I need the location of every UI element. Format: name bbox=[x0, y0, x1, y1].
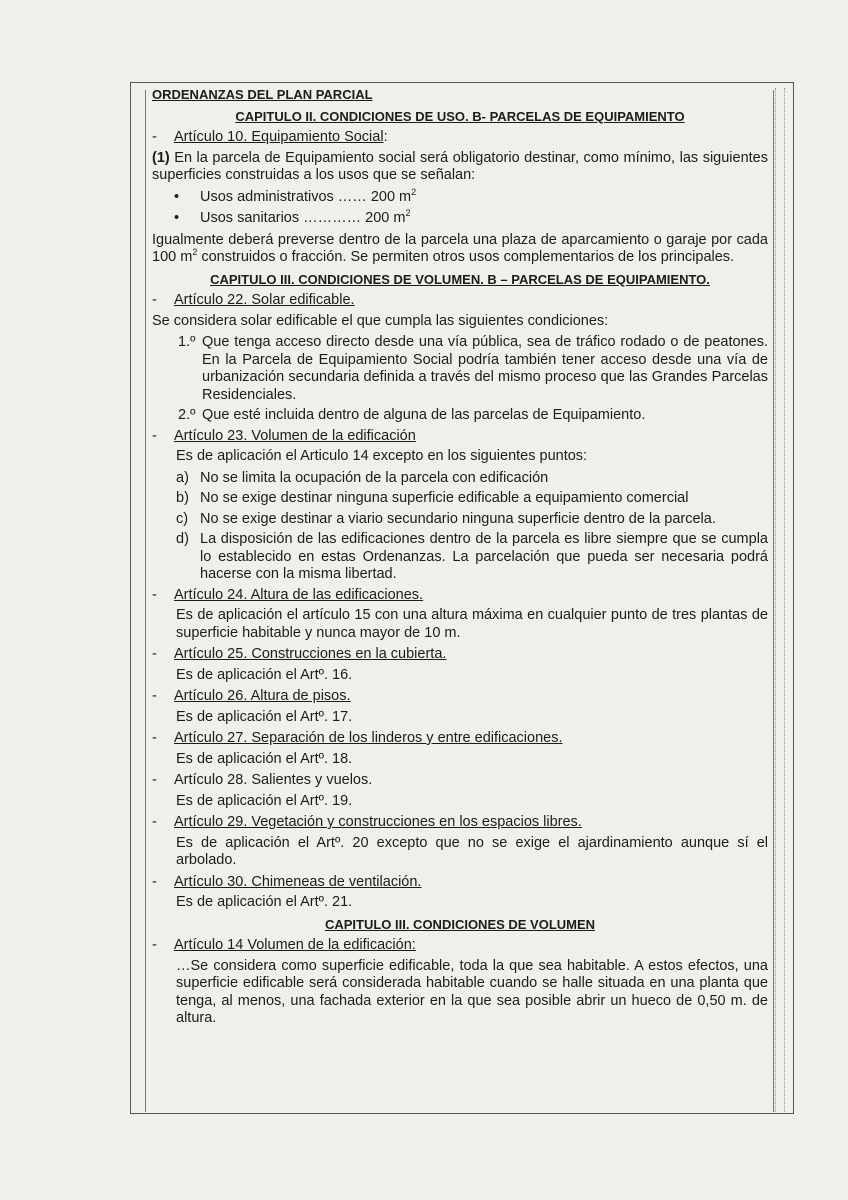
numbered-item bbox=[178, 407, 768, 425]
bullet-icon: • bbox=[174, 188, 180, 205]
article-27-text: Es de aplicación el Artº. 18. bbox=[176, 750, 353, 767]
dash: - bbox=[152, 586, 157, 603]
article-14-title: Artículo 14 Volumen de la edificación: bbox=[174, 937, 416, 953]
article-29-title: Artículo 29. Vegetación y construcciones en los espacios libres. bbox=[174, 814, 582, 830]
article-25-heading bbox=[152, 646, 768, 664]
item-text: No se limita la ocupación de la parcela con edificación bbox=[200, 469, 549, 486]
article-22-intro: Se considera solar edificable el que cumpla las siguientes condiciones: bbox=[152, 312, 609, 329]
paragraph-number: (1) bbox=[152, 149, 170, 166]
superscript: 2 bbox=[405, 208, 411, 219]
lettered-item bbox=[176, 511, 768, 529]
bullet-text: Usos sanitarios ………… 200 m bbox=[200, 210, 406, 226]
article-29-text: Es de aplicación el Artº. 20 excepto que no se exige el ajardinamiento aunque sí el arbolado. bbox=[176, 834, 768, 868]
bullet-item bbox=[174, 210, 768, 228]
dash: - bbox=[152, 937, 157, 953]
article-28-title: Artículo 28. Salientes y vuelos. bbox=[174, 772, 373, 788]
item-text: Que esté incluida dentro de alguna de las parcelas de Equipamiento. bbox=[202, 407, 646, 423]
numbered-item bbox=[178, 334, 768, 404]
item-letter: a) bbox=[176, 469, 189, 486]
bullet-text: Usos administrativos …… 200 m bbox=[200, 188, 412, 205]
lettered-item bbox=[176, 490, 768, 508]
article-30-text: Es de aplicación el Artº. 21. bbox=[176, 894, 353, 910]
article-27-heading bbox=[152, 730, 768, 748]
dash: - bbox=[152, 873, 157, 890]
article-25-title: Artículo 25. Construcciones en la cubierta. bbox=[174, 646, 447, 662]
article-14-heading bbox=[152, 937, 768, 955]
right-margin-rule bbox=[775, 88, 785, 1112]
article-22-heading bbox=[152, 292, 768, 310]
article-10-colon: : bbox=[383, 129, 388, 145]
bullet-item bbox=[174, 186, 768, 207]
parking-text-a: Igualmente deberá preverse dentro de la parcela una plaza de aparcamiento o garaje por cada 100 m bbox=[152, 231, 768, 265]
article-30-heading bbox=[152, 874, 768, 892]
dash: - bbox=[152, 814, 157, 830]
article-24-title: Artículo 24. Altura de las edificaciones. bbox=[174, 586, 424, 603]
chapter-uso-heading: CAPITULO II. CONDICIONES DE USO. B- PARCELAS DE EQUIPAMIENTO bbox=[235, 108, 685, 124]
article-22-title: Artículo 22. Solar edificable. bbox=[174, 292, 355, 308]
item-letter: b) bbox=[176, 490, 189, 506]
item-text: No se exige destinar a viario secundario ninguna superficie dentro de la parcela. bbox=[200, 510, 716, 527]
article-28-heading bbox=[152, 772, 768, 790]
article-10-paragraph bbox=[152, 150, 768, 185]
item-letter: c) bbox=[176, 510, 189, 527]
article-24-heading bbox=[152, 587, 768, 605]
article-30-title: Artículo 30. Chimeneas de ventilación. bbox=[174, 873, 422, 890]
item-text: No se exige destinar ninguna superficie edificable a equipamiento comercial bbox=[200, 490, 689, 506]
article-28-text: Es de aplicación el Artº. 19. bbox=[176, 792, 353, 809]
superscript: 2 bbox=[192, 247, 198, 258]
chapter-volumen-b-heading: CAPITULO III. CONDICIONES DE VOLUMEN. B – PARCELAS DE EQUIPAMIENTO. bbox=[210, 271, 710, 287]
parking-text-b: construidos o fracción. Se permiten otros usos complementarios de los principales. bbox=[197, 249, 735, 265]
item-text: La disposición de las edificaciones dentro de la parcela es libre siempre que se cumpla lo establecido en estas Ordenanzas. La parcelación que pueda ser necesaria podrá hacerse con la misma libertad. bbox=[200, 531, 768, 582]
dash: - bbox=[152, 646, 157, 662]
dash: - bbox=[152, 292, 157, 308]
article-10-text: En la parcela de Equipamiento social será obligatorio destinar, como mínimo, las siguientes superficies construidas a los usos que se señalan: bbox=[152, 149, 768, 183]
item-number: 2.º bbox=[178, 407, 196, 423]
article-25-text: Es de aplicación el Artº. 16. bbox=[176, 666, 353, 683]
article-10-parking-paragraph bbox=[152, 232, 768, 267]
dash: - bbox=[152, 129, 157, 145]
dash: - bbox=[152, 772, 157, 788]
article-26-heading bbox=[152, 688, 768, 706]
article-26-title: Artículo 26. Altura de pisos. bbox=[174, 688, 351, 704]
article-23-heading bbox=[152, 428, 768, 446]
dash: - bbox=[152, 688, 157, 704]
item-text: Que tenga acceso directo desde una vía pública, sea de tráfico rodado o de peatones. En la Parcela de Equipamiento Social podría también tener acceso desde una vía de urbanización secundaria definida a través del mismo proceso que las Grandes Parcelas Residenciales. bbox=[202, 334, 768, 403]
dash: - bbox=[152, 427, 157, 444]
document-title: ORDENANZAS DEL PLAN PARCIAL bbox=[152, 87, 373, 102]
article-14-text: …Se considera como superficie edificable, toda la que sea habitable. A estos efectos, una superficie edificable será considerada habitable cuando se halle situada en una planta que tenga, al menos, una fachada exterior en la que sea posible abrir un hueco de 0,50 m. de altura. bbox=[176, 957, 768, 1026]
chapter-volumen-heading: CAPITULO III. CONDICIONES DE VOLUMEN bbox=[324, 916, 596, 932]
article-27-title: Artículo 27. Separación de los linderos y entre edificaciones. bbox=[174, 730, 563, 746]
dash: - bbox=[152, 730, 157, 746]
item-number: 1.º bbox=[178, 334, 196, 350]
superscript: 2 bbox=[411, 186, 417, 197]
article-10-title: Artículo 10. Equipamiento Social bbox=[174, 129, 384, 145]
article-23-intro: Es de aplicación el Articulo 14 excepto en los siguientes puntos: bbox=[176, 448, 588, 464]
article-26-text: Es de aplicación el Artº. 17. bbox=[176, 708, 353, 725]
article-24-text: Es de aplicación el artículo 15 con una altura máxima en cualquier punto de tres plantas de superficie habitable y nunca mayor de 10 m. bbox=[176, 607, 768, 641]
item-letter: d) bbox=[176, 531, 189, 547]
article-10-heading bbox=[152, 129, 768, 147]
bullet-icon: • bbox=[174, 210, 180, 226]
article-29-heading bbox=[152, 814, 768, 832]
article-23-title: Artículo 23. Volumen de la edificación bbox=[174, 427, 416, 444]
lettered-item bbox=[176, 470, 768, 488]
lettered-item bbox=[176, 531, 768, 584]
document-page bbox=[152, 86, 768, 1032]
